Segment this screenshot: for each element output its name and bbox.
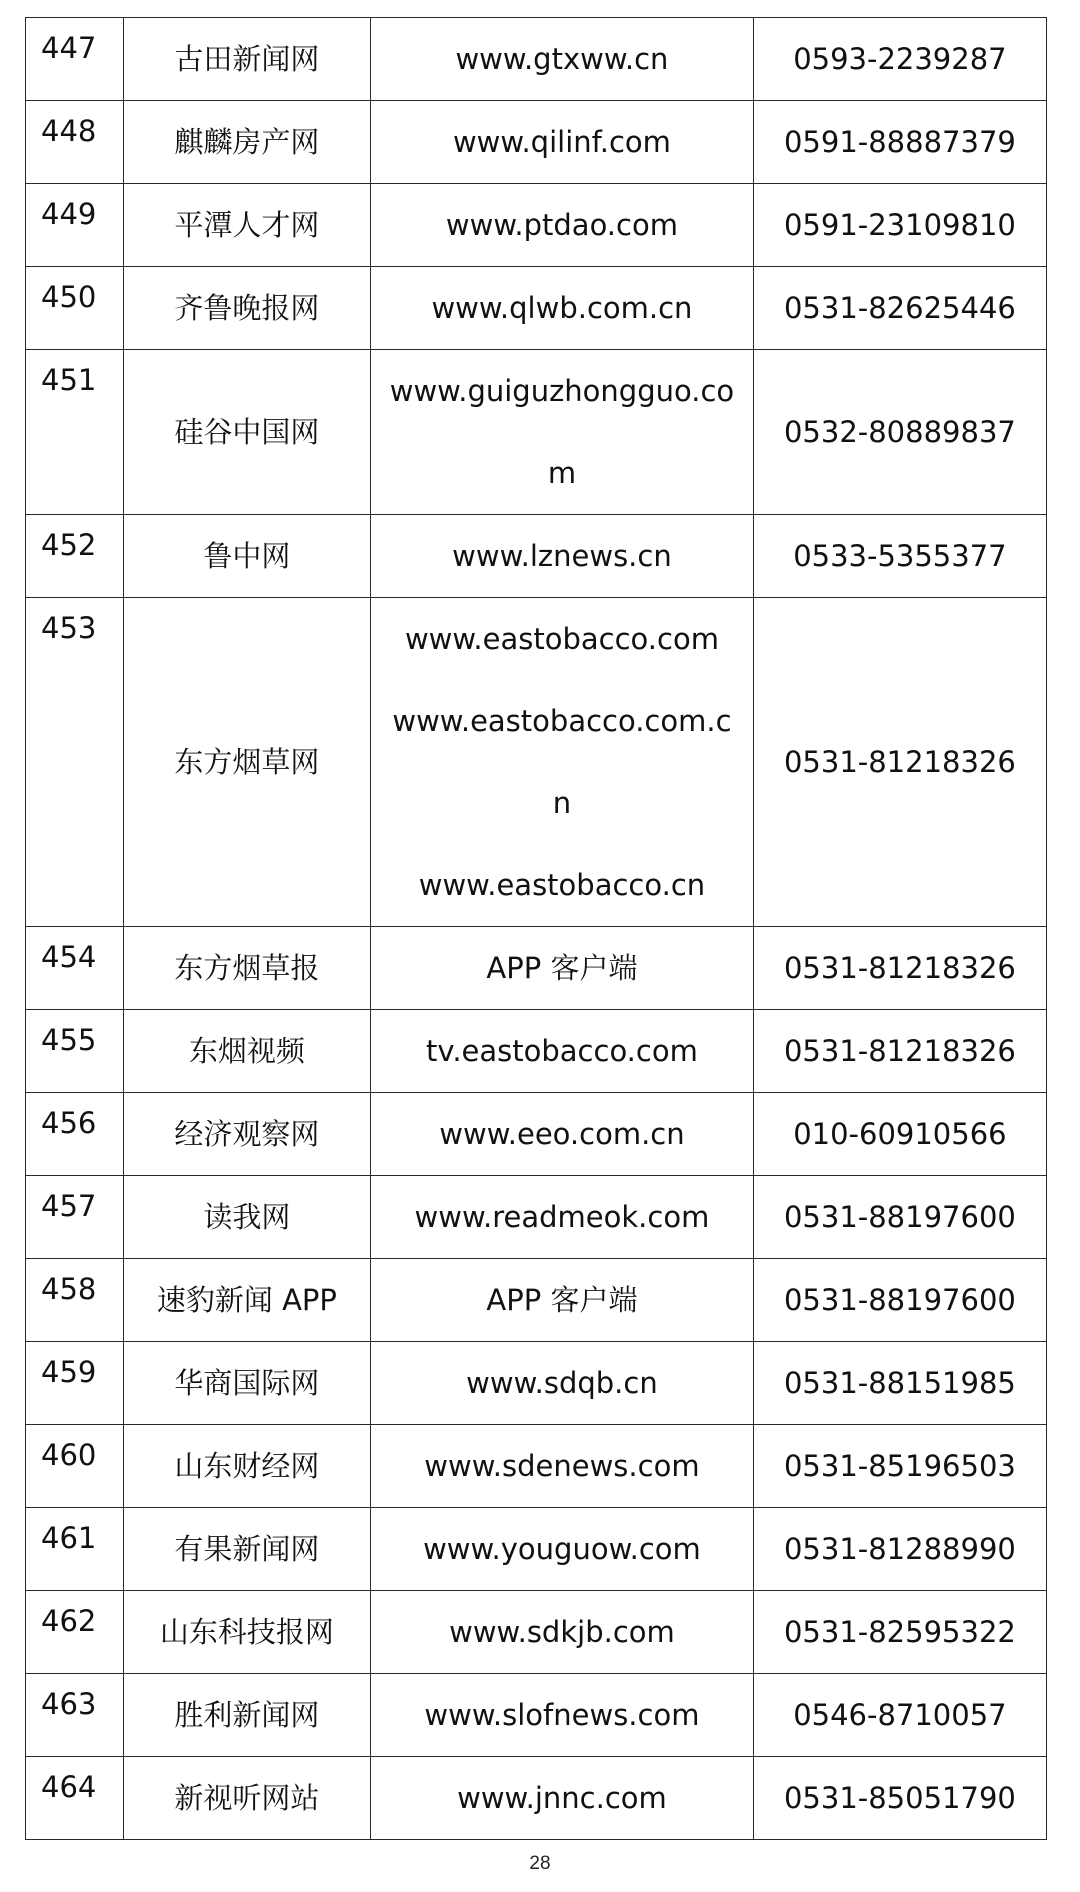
table-row	[26, 18, 1047, 101]
table-row	[26, 515, 1047, 598]
contact-phone-cell: 0531-85051790	[753, 1757, 1046, 1840]
row-number-cell: 452	[26, 515, 124, 598]
contact-phone-cell: 0531-81218326	[753, 598, 1046, 927]
row-number-cell: 451	[26, 350, 124, 515]
row-number-cell: 448	[26, 101, 124, 184]
row-number-cell: 458	[26, 1259, 124, 1342]
table-row	[26, 267, 1047, 350]
site-url-cell	[371, 927, 754, 1010]
site-name-cell: 硅谷中国网	[123, 350, 370, 515]
contact-phone-cell: 0591-88887379	[753, 101, 1046, 184]
site-url-cell	[371, 1425, 754, 1508]
site-url-line: n	[552, 786, 572, 820]
site-name-cell: 东方烟草网	[123, 598, 370, 927]
website-table	[25, 17, 1047, 1840]
table-row	[26, 1591, 1047, 1674]
table-row	[26, 1176, 1047, 1259]
row-number-cell: 455	[26, 1010, 124, 1093]
contact-phone-cell: 0531-88151985	[753, 1342, 1046, 1425]
table-row	[26, 1093, 1047, 1176]
site-url-line: www.qilinf.com	[452, 125, 671, 159]
table-row	[26, 1757, 1047, 1840]
site-url-line: www.sdkjb.com	[449, 1615, 675, 1649]
contact-phone-cell: 0593-2239287	[753, 18, 1046, 101]
site-url-cell	[371, 184, 754, 267]
site-url-cell	[371, 18, 754, 101]
site-name-cell: 齐鲁晚报网	[123, 267, 370, 350]
row-number-cell: 462	[26, 1591, 124, 1674]
site-url-line: www.readmeok.com	[414, 1200, 710, 1234]
contact-phone-cell: 0533-5355377	[753, 515, 1046, 598]
contact-phone-cell: 0531-85196503	[753, 1425, 1046, 1508]
row-number-cell: 463	[26, 1674, 124, 1757]
site-url-cell	[371, 350, 754, 515]
site-url-line: www.eastobacco.cn	[418, 868, 706, 902]
table-row	[26, 101, 1047, 184]
site-url-line: www.eastobacco.com	[404, 622, 719, 656]
site-url-line: www.guiguzhongguo.co	[389, 374, 735, 408]
contact-phone-cell: 0591-23109810	[753, 184, 1046, 267]
contact-phone-cell: 0531-88197600	[753, 1176, 1046, 1259]
site-url-line: www.lznews.cn	[452, 539, 672, 573]
table-row	[26, 598, 1047, 927]
row-number-cell: 450	[26, 267, 124, 350]
row-number-cell: 453	[26, 598, 124, 927]
contact-phone-cell: 0531-88197600	[753, 1259, 1046, 1342]
site-url-line: www.slofnews.com	[424, 1698, 700, 1732]
site-name-cell: 有果新闻网	[123, 1508, 370, 1591]
site-url-cell	[371, 1508, 754, 1591]
site-url-line: m	[547, 456, 577, 490]
site-name-cell: 麒麟房产网	[123, 101, 370, 184]
row-number-cell: 447	[26, 18, 124, 101]
table-row	[26, 927, 1047, 1010]
contact-phone-cell: 0532-80889837	[753, 350, 1046, 515]
site-name-cell: 读我网	[123, 1176, 370, 1259]
site-url-cell	[371, 1342, 754, 1425]
site-url-line: www.qlwb.com.cn	[431, 291, 693, 325]
site-url-cell	[371, 1176, 754, 1259]
site-url-cell	[371, 267, 754, 350]
site-url-cell	[371, 1093, 754, 1176]
site-url-line: www.sdenews.com	[424, 1449, 700, 1483]
site-name-cell: 东烟视频	[123, 1010, 370, 1093]
site-name-cell: 速豹新闻 APP	[123, 1259, 370, 1342]
contact-phone-cell: 0531-82595322	[753, 1591, 1046, 1674]
site-url-line: www.sdqb.cn	[466, 1366, 658, 1400]
site-url-line: www.gtxww.cn	[455, 42, 669, 76]
table-row	[26, 1010, 1047, 1093]
row-number-cell: 456	[26, 1093, 124, 1176]
contact-phone-cell: 0531-81288990	[753, 1508, 1046, 1591]
site-url-cell	[371, 101, 754, 184]
row-number-cell: 464	[26, 1757, 124, 1840]
site-name-cell: 古田新闻网	[123, 18, 370, 101]
site-name-cell: 经济观察网	[123, 1093, 370, 1176]
row-number-cell: 454	[26, 927, 124, 1010]
table-row	[26, 1342, 1047, 1425]
site-name-cell: 东方烟草报	[123, 927, 370, 1010]
row-number-cell: 461	[26, 1508, 124, 1591]
table-body	[26, 18, 1047, 1840]
table-row	[26, 1259, 1047, 1342]
table-row	[26, 1425, 1047, 1508]
site-url-line: tv.eastobacco.com	[426, 1034, 698, 1068]
site-url-line: www.eeo.com.cn	[439, 1117, 685, 1151]
site-name-cell: 山东财经网	[123, 1425, 370, 1508]
site-name-cell: 新视听网站	[123, 1757, 370, 1840]
site-url-line: www.ptdao.com	[445, 208, 678, 242]
site-name-cell: 华商国际网	[123, 1342, 370, 1425]
table-row	[26, 1674, 1047, 1757]
site-name-cell: 鲁中网	[123, 515, 370, 598]
row-number-cell: 449	[26, 184, 124, 267]
site-name-cell: 平潭人才网	[123, 184, 370, 267]
site-name-cell: 山东科技报网	[123, 1591, 370, 1674]
site-url-line: www.jnnc.com	[457, 1781, 667, 1815]
site-url-cell	[371, 515, 754, 598]
row-number-cell: 457	[26, 1176, 124, 1259]
site-url-line: www.eastobacco.com.c	[392, 704, 732, 738]
site-url-cell	[371, 1010, 754, 1093]
site-url-line: www.youguow.com	[423, 1532, 701, 1566]
contact-phone-cell: 0531-81218326	[753, 1010, 1046, 1093]
contact-phone-cell: 010-60910566	[753, 1093, 1046, 1176]
site-name-cell: 胜利新闻网	[123, 1674, 370, 1757]
site-url-line: APP 客户端	[486, 1283, 638, 1317]
table-row	[26, 350, 1047, 515]
page-number: 28	[529, 1853, 551, 1874]
site-url-cell	[371, 1757, 754, 1840]
table-row	[26, 184, 1047, 267]
site-url-line: APP 客户端	[486, 951, 638, 985]
site-url-cell	[371, 598, 754, 927]
site-url-cell	[371, 1674, 754, 1757]
contact-phone-cell: 0531-82625446	[753, 267, 1046, 350]
row-number-cell: 459	[26, 1342, 124, 1425]
contact-phone-cell: 0546-8710057	[753, 1674, 1046, 1757]
row-number-cell: 460	[26, 1425, 124, 1508]
site-url-cell	[371, 1259, 754, 1342]
site-url-cell	[371, 1591, 754, 1674]
table-row	[26, 1508, 1047, 1591]
contact-phone-cell: 0531-81218326	[753, 927, 1046, 1010]
